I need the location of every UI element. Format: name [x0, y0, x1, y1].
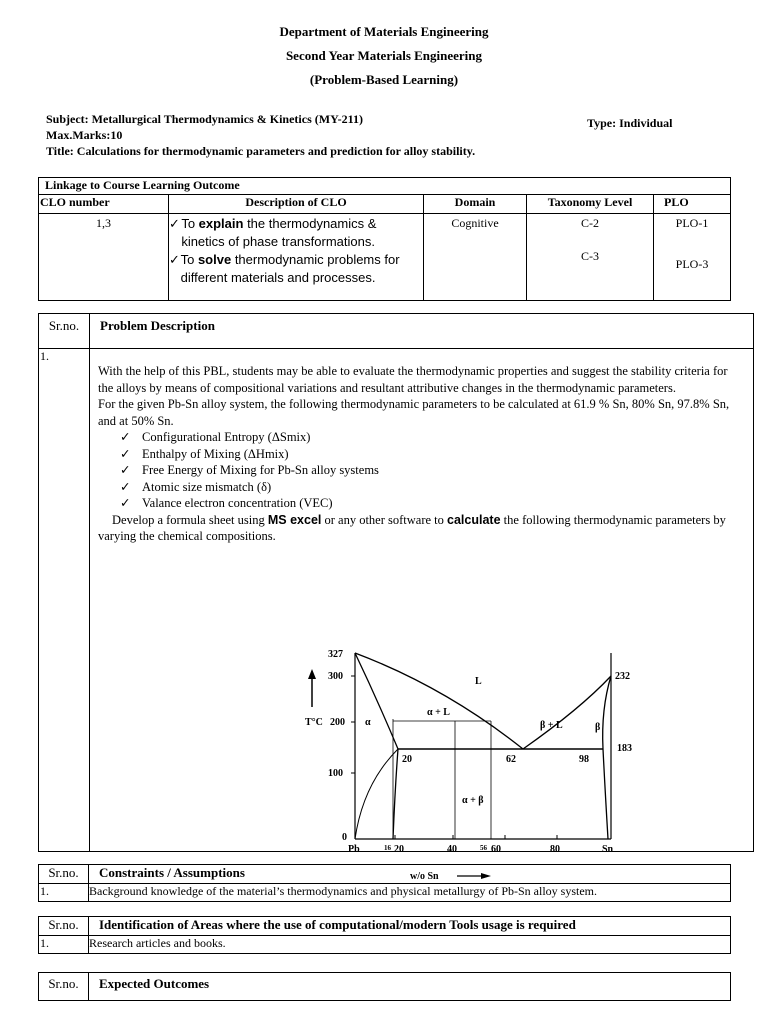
clo-plo: [654, 214, 731, 301]
clo-number-header: CLO number: [39, 195, 169, 214]
y-tick-label: 0: [342, 832, 347, 843]
list-item-text: Enthalpy of Mixing (ΔHmix): [142, 446, 289, 461]
clo-desc2-post: thermodynamic problems for different materials and processes.: [180, 252, 400, 285]
tools-srno-header: Sr.no.: [39, 917, 89, 936]
x-tick-label: 16: [384, 844, 391, 852]
clo-taxonomy: [527, 214, 654, 301]
clo-description-header: Description of CLO: [169, 195, 424, 214]
parameter-list: [120, 429, 745, 512]
assignment-title: Title: Calculations for thermodynamic parameters and prediction for alloy stability.: [46, 144, 476, 158]
constraints-text: Background knowledge of the material’s thermodynamics and physical metallurgy of Pb-Sn alloy system.: [89, 884, 731, 902]
y-tick-label: 200: [330, 717, 345, 728]
x-tick-label: Pb: [348, 844, 360, 855]
checkmark-icon: ✓: [120, 446, 131, 461]
x-tick-label: 56: [480, 844, 487, 852]
checkmark-icon: ✓: [169, 216, 180, 231]
taxonomy-header: Taxonomy Level: [527, 195, 654, 214]
eutectic-temp-label: 183: [617, 743, 632, 754]
beta-label: β: [595, 722, 601, 733]
problem-header: Problem Description: [90, 314, 754, 349]
pbl-title: (Problem-Based Learning): [309, 72, 459, 87]
beta-solidus: [603, 676, 611, 749]
checkmark-icon: ✓: [169, 252, 180, 267]
sn-melting-label: 232: [615, 671, 630, 682]
checkmark-icon: ✓: [120, 479, 131, 494]
y-axis-label: T°C: [305, 717, 323, 728]
outcomes-srno-header: Sr.no.: [39, 973, 89, 1001]
alpha-beta-label: α + β: [462, 795, 484, 806]
alpha-label: α: [365, 717, 371, 728]
clo-desc1-bold: explain: [198, 216, 244, 231]
alpha-l-label: α + L: [427, 707, 450, 718]
pb-sn-phase-diagram: [295, 639, 635, 884]
y-tick-label: 300: [328, 671, 343, 682]
eutectic-composition-label: 62: [506, 754, 516, 765]
clo-desc2-bold: solve: [197, 252, 232, 267]
program-title: Second Year Materials Engineering: [285, 48, 483, 63]
assignment-type: Type: Individual: [587, 116, 673, 130]
department-title: Department of Materials Engineering: [279, 24, 489, 39]
outcomes-header: Expected Outcomes: [89, 973, 731, 1001]
problem-srno: 1.: [39, 349, 90, 852]
liquidus-left: [355, 653, 523, 749]
x-axis-label: w/o Sn: [410, 871, 439, 882]
taxonomy-level-2: C-3: [581, 249, 599, 263]
clo-desc-item-1: [169, 215, 423, 251]
tools-table: [38, 916, 731, 954]
plo-1: PLO-1: [675, 216, 709, 230]
clo-description: [169, 214, 424, 301]
x-tick-label: 80: [550, 844, 560, 855]
problem-instructions: [98, 512, 745, 545]
clo-desc2-pre: To: [180, 252, 198, 267]
list-item-text: Configurational Entropy (ΔSmix): [142, 430, 311, 444]
y-tick-label: 327: [328, 649, 343, 660]
clo-desc-item-2: [169, 251, 423, 287]
problem-alloy-compositions: For the given Pb-Sn alloy system, the following thermodynamic parameters to be calculated at 61.9 % Sn, 80% Sn, 97.8% Sn, and at 50% Sn.: [98, 397, 730, 428]
taxonomy-level-1: C-2: [581, 216, 599, 230]
list-item: [120, 429, 745, 446]
clo-table: [38, 177, 731, 301]
subject-line: Subject: Metallurgical Thermodynamics & Kinetics (MY-211): [46, 112, 363, 126]
liquidus-right: [523, 676, 611, 749]
checkmark-icon: ✓: [120, 463, 131, 477]
constraints-srno: 1.: [39, 884, 89, 902]
liquid-label: L: [475, 676, 482, 687]
x-tick-label: 20: [394, 844, 404, 855]
beta-solvus: [603, 749, 608, 839]
tools-text: Research articles and books.: [89, 936, 731, 954]
instr-bold-excel: MS excel: [267, 512, 322, 527]
constraints-table: [38, 864, 731, 902]
max-marks: Max.Marks:10: [46, 128, 123, 142]
alpha-boundary: [355, 749, 398, 839]
list-item: [120, 495, 745, 512]
constraints-srno-header: Sr.no.: [39, 865, 89, 884]
list-item: [120, 446, 745, 463]
instr-mid: or any other software to: [321, 512, 448, 527]
constraints-header: Constraints / Assumptions: [89, 865, 731, 884]
list-item-text: Valance electron concentration (VEC): [142, 496, 333, 510]
clo-number: 1,3: [39, 214, 169, 301]
alpha-max-solubility-label: 20: [402, 754, 412, 765]
alpha-solvus: [393, 749, 398, 839]
list-item-text: Free Energy of Mixing for Pb-Sn alloy systems: [142, 463, 379, 477]
alpha-solidus: [355, 653, 398, 749]
checkmark-icon: ✓: [120, 496, 131, 510]
plo-2: PLO-3: [675, 257, 709, 271]
clo-desc1-pre: To: [181, 216, 199, 231]
clo-domain: Cognitive: [424, 214, 527, 301]
plo-header: PLO: [654, 195, 731, 214]
y-tick-label: 100: [328, 768, 343, 779]
clo-desc1-post: the thermodynamics & kinetics of phase transformations.: [181, 216, 377, 249]
domain-header: Domain: [424, 195, 527, 214]
list-item: [120, 462, 745, 479]
beta-max-solubility-label: 98: [579, 754, 589, 765]
list-item-text: Atomic size mismatch (δ): [142, 479, 272, 494]
instr-pre: Develop a formula sheet using: [112, 512, 268, 527]
x-tick-label: Sn: [602, 844, 614, 855]
arrow-up-icon: [308, 669, 316, 679]
checkmark-icon: ✓: [120, 430, 131, 444]
beta-l-label: β + L: [540, 720, 563, 731]
x-tick-label: 60: [491, 844, 501, 855]
x-tick-label: 40: [447, 844, 457, 855]
instr-post: the following thermodynamic parameters by varying the chemical compositions.: [98, 512, 726, 543]
problem-intro: With the help of this PBL, students may be able to evaluate the thermodynamic properties and suggest the stability criteria for the alloys by means of compositional variations and resultant attributive changes in the thermodynamic parameters.: [98, 364, 728, 395]
outcomes-table: [38, 972, 731, 1001]
tools-header: Identification of Areas where the use of computational/modern Tools usage is required: [89, 917, 731, 936]
problem-srno-header: Sr.no.: [39, 314, 90, 349]
clo-caption: Linkage to Course Learning Outcome: [39, 178, 731, 195]
list-item: [120, 479, 745, 496]
tools-srno: 1.: [39, 936, 89, 954]
instr-bold-calculate: calculate: [447, 512, 501, 527]
